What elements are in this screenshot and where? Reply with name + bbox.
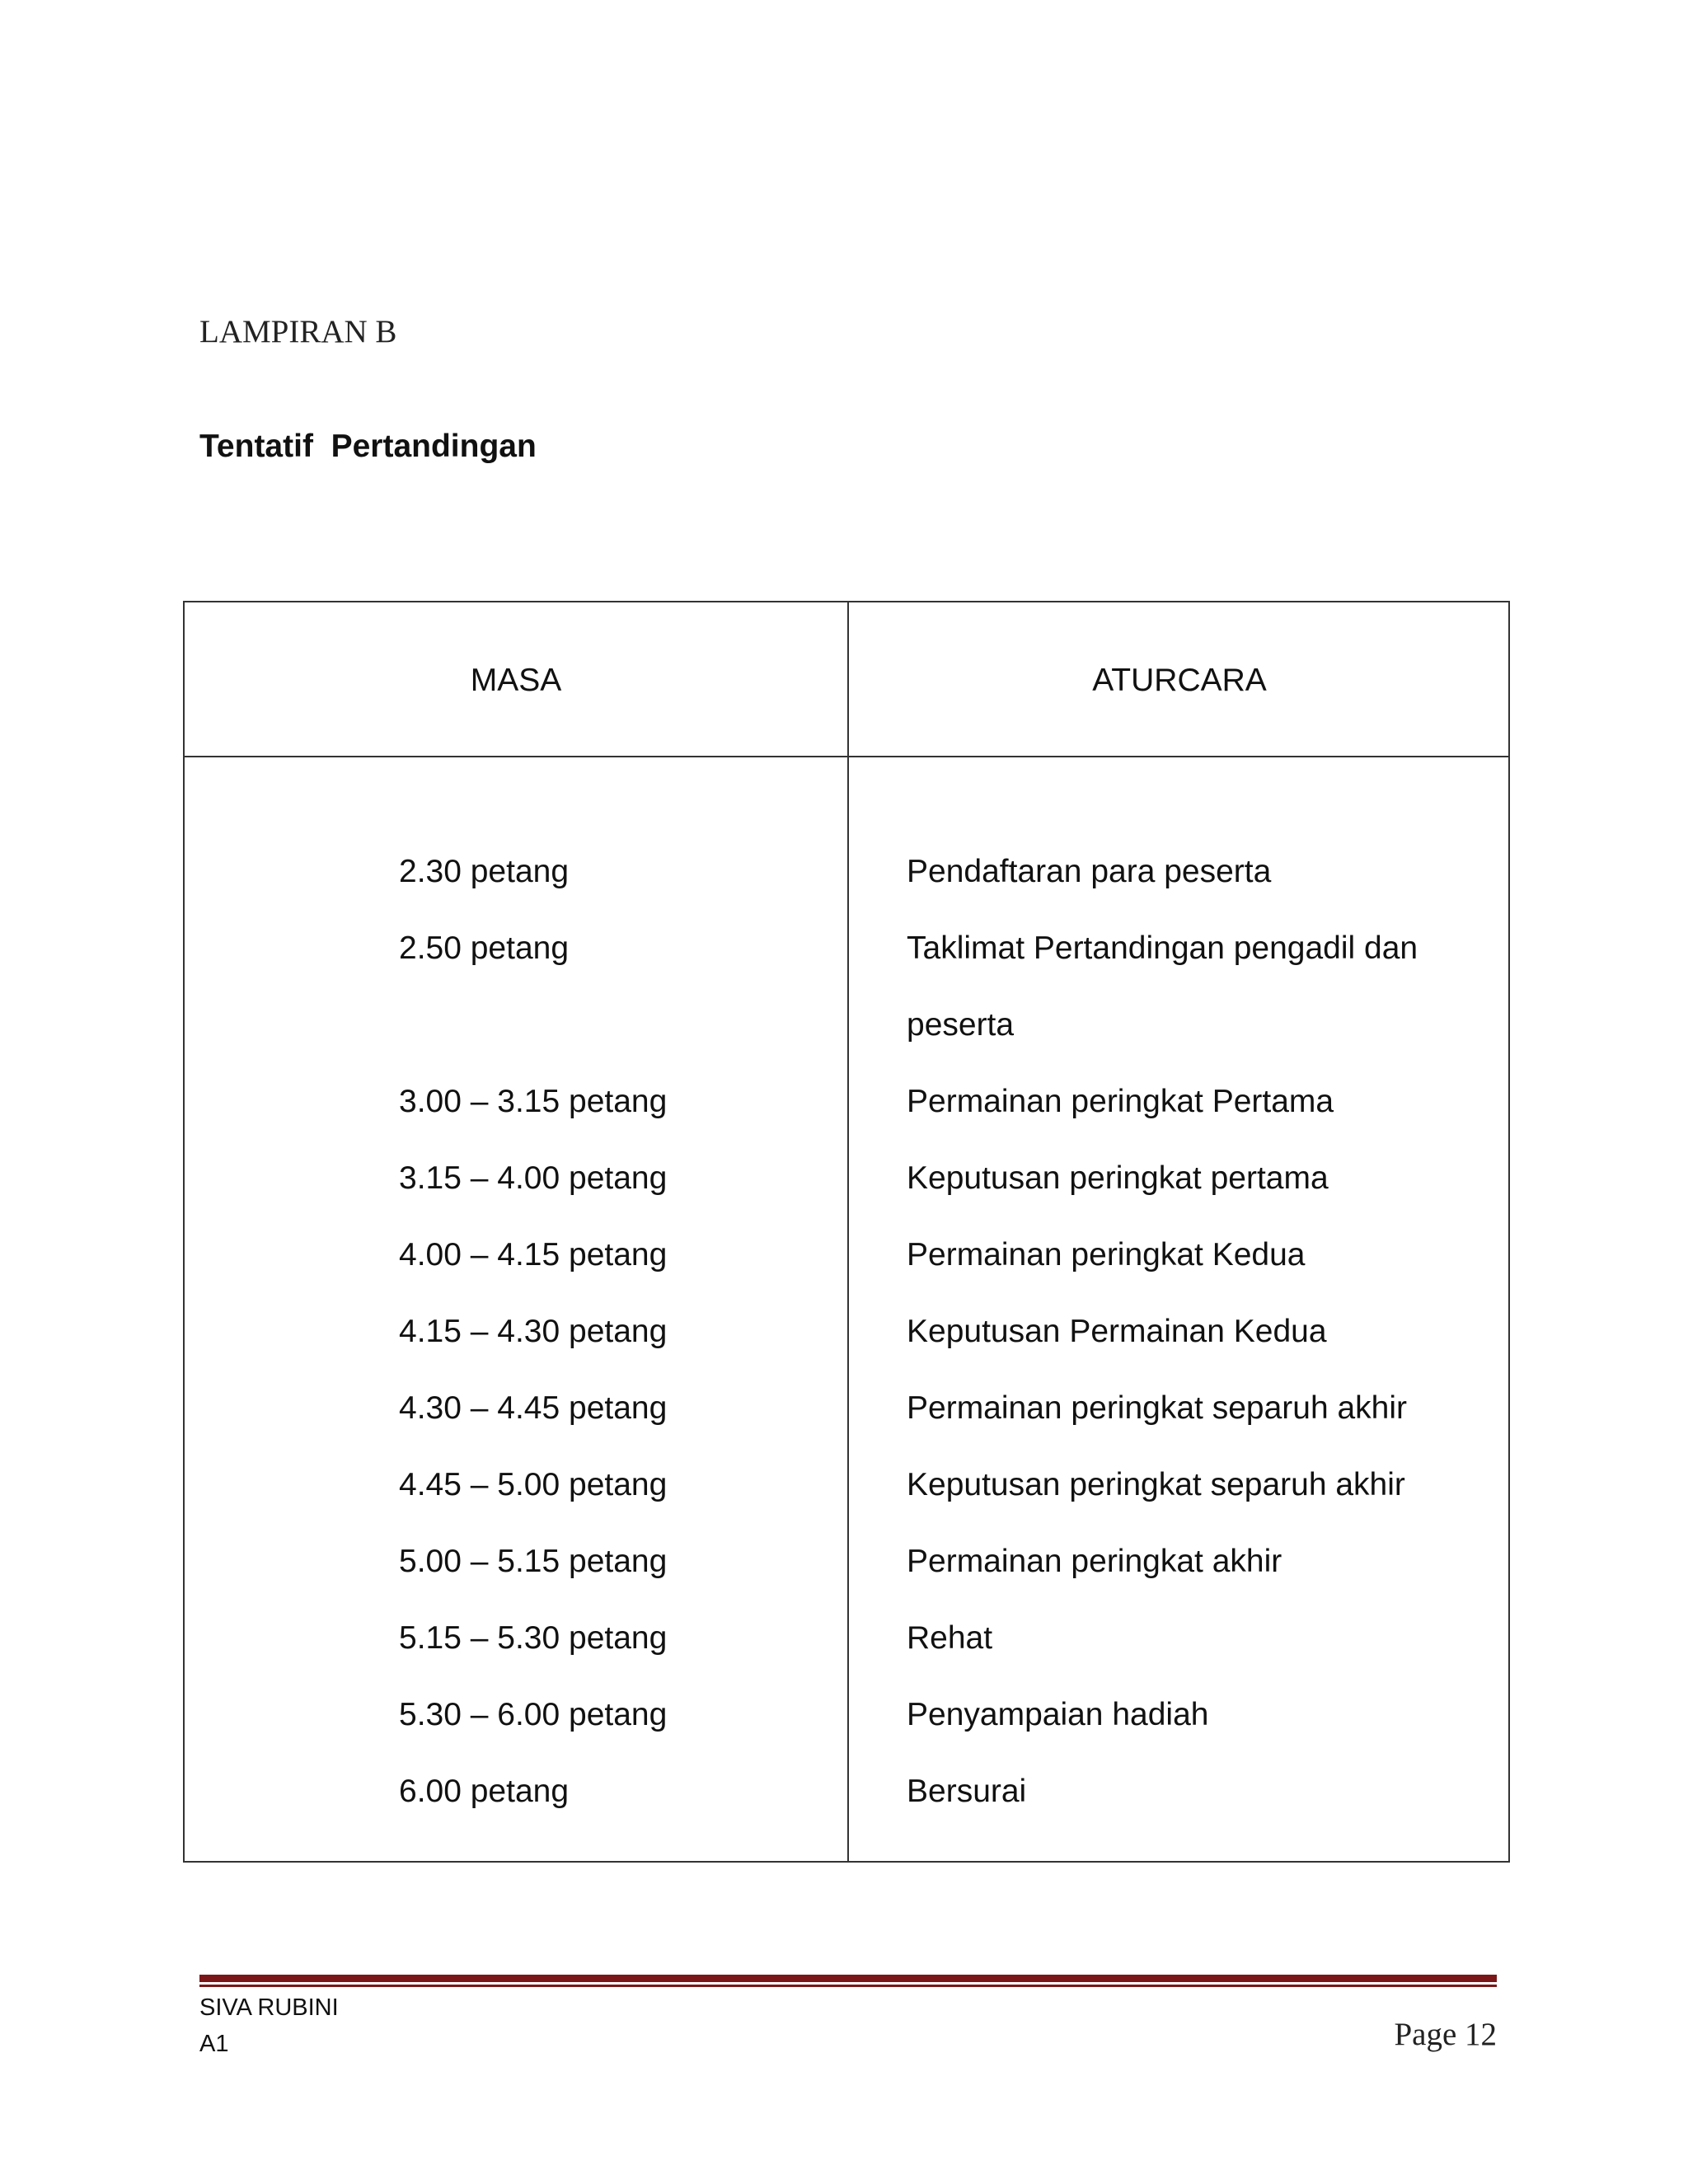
time-cell: 2.30 petang <box>399 854 570 889</box>
event-cell: Permainan peringkat Pertama <box>907 1084 1334 1119</box>
event-cell: Permainan peringkat akhir <box>907 1544 1282 1579</box>
time-cell: 4.00 – 4.15 petang <box>399 1237 668 1272</box>
time-cell: 4.45 – 5.00 petang <box>399 1467 668 1502</box>
time-cell: 5.00 – 5.15 petang <box>399 1544 668 1579</box>
time-cell: 4.15 – 4.30 petang <box>399 1314 668 1349</box>
table-row <box>185 833 1508 910</box>
table-row <box>185 1216 1508 1293</box>
time-cell: 2.50 petang <box>399 930 570 966</box>
time-cell: 3.00 – 3.15 petang <box>399 1084 668 1119</box>
schedule-rows <box>185 833 1508 1830</box>
event-cell: Taklimat Pertandingan pengadil dan peserta <box>907 930 1418 1043</box>
table-row <box>185 1446 1508 1523</box>
section-title: Tentatif Pertandingan <box>199 429 537 464</box>
table-row <box>185 1600 1508 1676</box>
time-cell: 4.30 – 4.45 petang <box>399 1390 668 1426</box>
table-row <box>185 1140 1508 1216</box>
table-row <box>185 910 1508 1063</box>
footer-class: A1 <box>199 2031 229 2057</box>
page-heading: LAMPIRAN B <box>199 314 397 349</box>
time-cell: 6.00 petang <box>399 1774 570 1809</box>
table-row <box>185 1523 1508 1600</box>
event-cell: Pendaftaran para peserta <box>907 854 1272 889</box>
event-cell: Permainan peringkat separuh akhir <box>907 1390 1408 1426</box>
event-cell: Permainan peringkat Kedua <box>907 1237 1306 1272</box>
event-cell: Bersurai <box>907 1774 1027 1809</box>
schedule-table <box>183 601 1510 1863</box>
header-divider <box>185 756 1508 757</box>
event-cell: Penyampaian hadiah <box>907 1697 1209 1732</box>
table-row <box>185 1676 1508 1753</box>
time-cell: 3.15 – 4.00 petang <box>399 1160 668 1196</box>
table-row <box>185 1370 1508 1446</box>
event-cell: Keputusan peringkat separuh akhir <box>907 1467 1405 1502</box>
column-header-masa: MASA <box>470 663 562 698</box>
footer-author: SIVA RUBINI <box>199 1994 339 2021</box>
time-cell: 5.30 – 6.00 petang <box>399 1697 668 1732</box>
footer-rule <box>199 1975 1497 1982</box>
column-header-aturcara: ATURCARA <box>1092 663 1267 698</box>
event-cell: Rehat <box>907 1620 993 1656</box>
event-cell: Keputusan peringkat pertama <box>907 1160 1329 1196</box>
event-cell: Keputusan Permainan Kedua <box>907 1314 1327 1349</box>
time-cell: 5.15 – 5.30 petang <box>399 1620 668 1656</box>
table-row <box>185 1063 1508 1140</box>
table-row <box>185 1293 1508 1370</box>
table-row <box>185 1753 1508 1830</box>
page-number: Page 12 <box>1394 2017 1497 2052</box>
footer-rule-thin <box>199 1985 1497 1987</box>
